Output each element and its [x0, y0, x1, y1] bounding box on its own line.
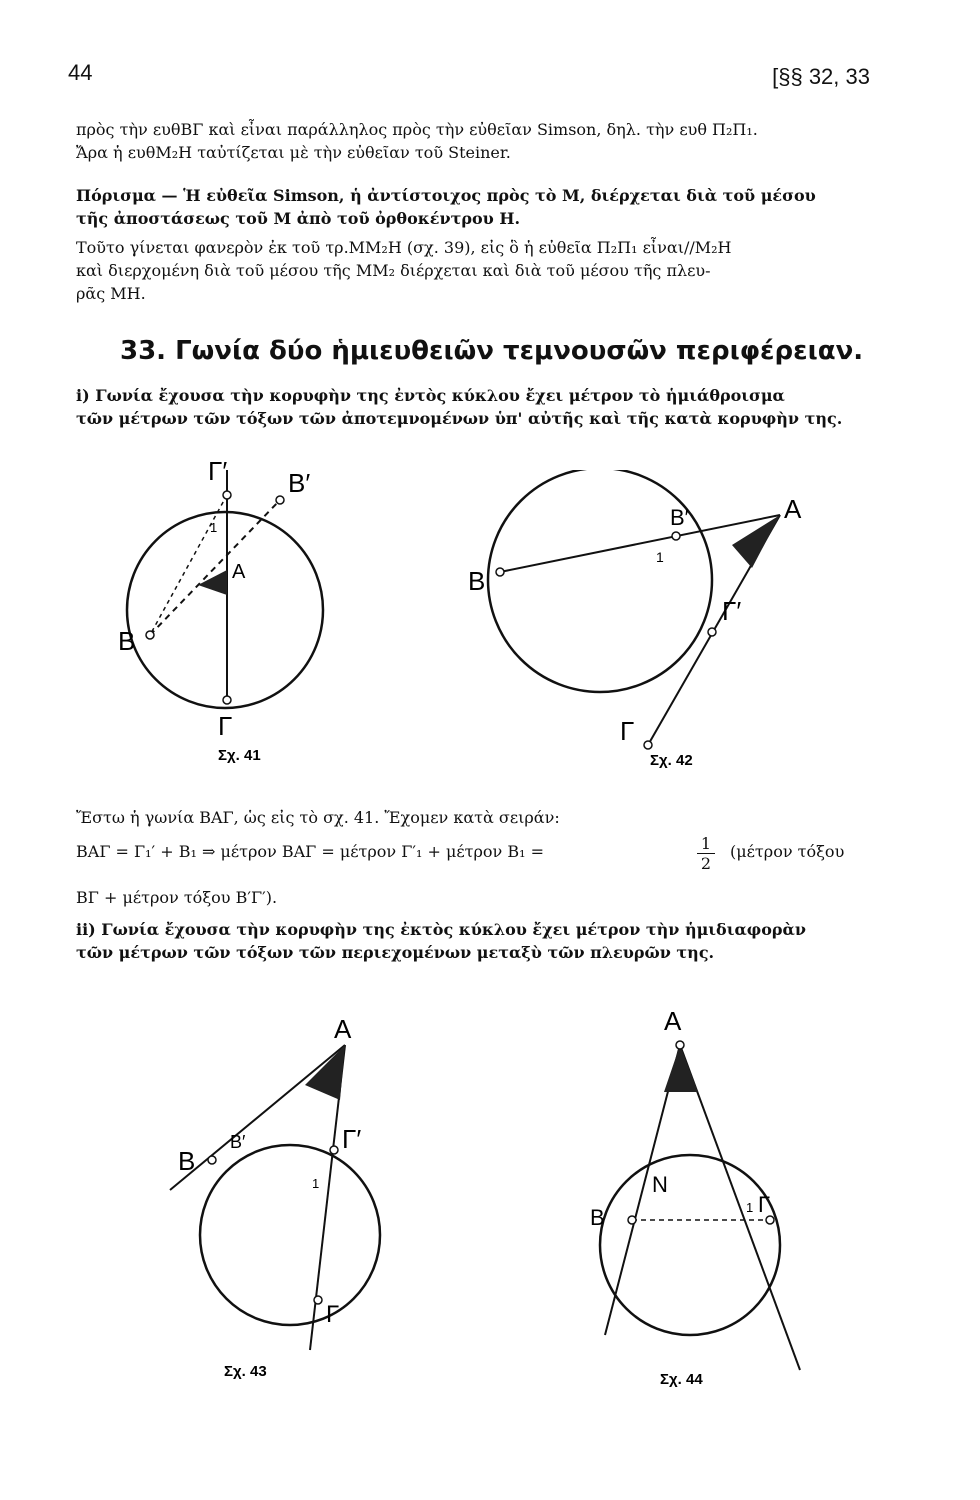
text-line: ii) Γωνία ἔχουσα τὴν κορυφὴν της ἐκτὸς κύκλου ἔχει μέτρον τὴν ἡμιδιαφορὰν [76, 920, 806, 939]
equation-line [76, 842, 544, 861]
text-line: Ἄρα ἡ ευθΜ₂Η ταὐτίζεται μὲ τὴν εὐθεῖαν τοῦ Steiner. [76, 143, 511, 162]
label-one: 1 [746, 1200, 754, 1215]
chord-g1b [150, 495, 227, 635]
label-g1: Γ′ [722, 596, 742, 626]
label-a: Α [334, 1014, 352, 1044]
label-g1: Γ′ [342, 1124, 362, 1154]
label-b1: Β′ [670, 505, 689, 530]
angle-wedge [198, 570, 227, 595]
caption: Σχ. 43 [224, 1363, 267, 1380]
point-b [496, 568, 504, 576]
point-b [146, 631, 154, 639]
point-g [766, 1216, 774, 1224]
label-b1: Β′ [230, 1132, 246, 1152]
paragraph-1 [76, 118, 876, 164]
point-a [676, 1041, 684, 1049]
angle-wedge [664, 1045, 698, 1092]
section-reference: [§§ 32, 33 [772, 64, 870, 89]
section-title: 33. Γωνία δύο ἡμιευθειῶν τεμνουσῶν περιφέρειαν. [120, 336, 864, 366]
label-one: 1 [210, 520, 218, 535]
circle [488, 470, 712, 692]
label-b: Β [118, 626, 136, 656]
label-one: 1 [312, 1176, 320, 1191]
label-b: Β [590, 1205, 605, 1230]
label-g: Γ [758, 1192, 771, 1217]
point-b [628, 1216, 636, 1224]
fraction-half [686, 834, 726, 873]
point-g [644, 741, 652, 749]
figure-42 [460, 470, 820, 780]
point-g1 [330, 1146, 338, 1154]
caption: Σχ. 41 [218, 747, 261, 764]
text-line: ρᾶς ΜΗ. [76, 284, 146, 303]
label-a: Α [784, 494, 802, 524]
equation-continuation: ΒΓ + μέτρον τόξου Β′Γ′). [76, 888, 278, 907]
page-number: 44 [68, 60, 93, 85]
label-a: Α [664, 1006, 682, 1036]
point-g1 [223, 491, 231, 499]
label-g1: Γ′ [208, 456, 228, 486]
label-b: Β [468, 566, 486, 596]
label-g: Γ [326, 1301, 340, 1328]
point-b1 [276, 496, 284, 504]
text-line: τῶν μέτρων τῶν τόξων τῶν περιεχομένων μεταξὺ τῶν πλευρῶν της. [76, 943, 715, 962]
porisma-paragraph [76, 184, 876, 230]
theorem-ii [76, 918, 876, 964]
point-g [314, 1296, 322, 1304]
label-a: Α [232, 561, 246, 583]
caption: Σχ. 44 [660, 1371, 703, 1388]
label-b: Β [178, 1146, 196, 1176]
paragraph-2 [76, 236, 876, 305]
label-g: Γ [620, 716, 635, 746]
text-line: i) Γωνία ἔχουσα τὴν κορυφὴν της ἐντὸς κύκλου ἔχει μέτρον τὸ ἡμιάθροισμα [76, 386, 785, 405]
label-one: 1 [656, 549, 664, 565]
fraction-numerator: 1 [700, 834, 712, 853]
theorem-i [76, 384, 876, 430]
text-line: Τοῦτο γίνεται φανερὸν ἐκ τοῦ τρ.ΜΜ₂Η (σχ. 39), εἰς ὃ ἡ εὐθεῖα Π₂Π₁ εἶναι//Μ₂Η [76, 238, 732, 257]
label-n: Ν [652, 1172, 668, 1197]
equation-left: ΒΑΓ = Γ₁′ + Β₁ ⇒ μέτρον ΒΑΓ = μέτρον Γ′₁ + μέτρον Β₁ = [76, 842, 545, 861]
label-b1: Β′ [288, 468, 311, 498]
point-g1 [708, 628, 716, 636]
proof-intro: Ἔστω ἡ γωνία ΒΑΓ, ὡς εἰς τὸ σχ. 41. Ἔχομεν κατὰ σειράν: [76, 808, 560, 827]
circle [127, 512, 323, 708]
equation-right: (μέτρον τόξου [730, 842, 845, 861]
text-line: τῆς ἀποστάσεως τοῦ Μ ἀπὸ τοῦ ὀρθοκέντρου Η. [76, 209, 521, 228]
figure-44 [560, 1000, 840, 1400]
point-b1 [672, 532, 680, 540]
caption: Σχ. 42 [650, 752, 693, 769]
point-b [208, 1156, 216, 1164]
line-ab [170, 1045, 345, 1190]
label-g: Γ [218, 711, 233, 741]
figure-43 [150, 1010, 410, 1390]
circle [200, 1145, 380, 1325]
text-line: τῶν μέτρων τῶν τόξων τῶν ἀποτεμνομένων ὑπ' αὐτῆς καὶ τῆς κατὰ κορυφὴν της. [76, 409, 843, 428]
text-line: καὶ διερχομένη διὰ τοῦ μέσου τῆς ΜΜ₂ διέρχεται καὶ διὰ τοῦ μέσου τῆς πλευ- [76, 261, 711, 280]
text-line: πρὸς τὴν ευθΒΓ καὶ εἶναι παράλληλος πρὸς τὴν εὐθεῖαν Simson, δηλ. τὴν ευθ Π₂Π₁. [76, 120, 758, 139]
fraction-denominator: 2 [700, 854, 712, 873]
text-line: Πόρισμα — Ἡ εὐθεῖα Simson, ἡ ἀντίστοιχος πρὸς τὸ Μ, διέρχεται διὰ τοῦ μέσου [76, 186, 816, 205]
figure-41 [100, 450, 360, 780]
point-g [223, 696, 231, 704]
